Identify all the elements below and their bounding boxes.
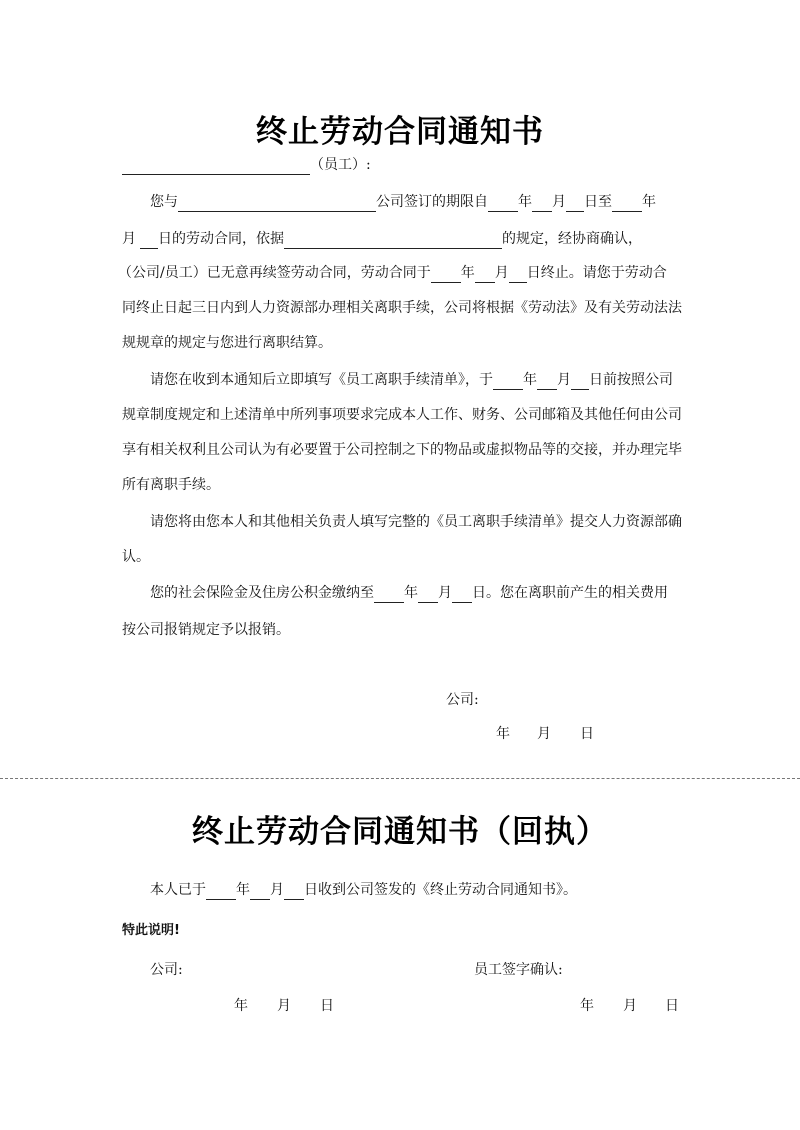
- p4-text: 年: [404, 585, 418, 601]
- p1-text: 公司签订的期限自: [376, 194, 488, 210]
- receipt-employee-date-month: 月: [623, 998, 637, 1014]
- p1-text: 月: [552, 194, 566, 210]
- receipt-company-date-month: 月: [277, 998, 291, 1014]
- receipt-company-date-day: 日: [320, 998, 334, 1014]
- receipt-text: 年: [236, 882, 250, 898]
- p1-text: 日的劳动合同，依据: [158, 231, 284, 247]
- handover-year-blank[interactable]: [493, 373, 523, 390]
- p3-line1: [0, 512, 800, 532]
- p1-text: 年: [460, 265, 475, 281]
- receipt-line: [0, 880, 800, 900]
- handover-day-blank[interactable]: [571, 373, 589, 390]
- p2-text: 请您在收到本通知后立即填写《员工离职手续清单》，于: [150, 372, 493, 388]
- start-day-blank[interactable]: [566, 195, 584, 212]
- p2-text: 享有相关权利且公司认为有必要置于公司控制之下的物品或虚拟物品等的交接，并办理完毕: [122, 442, 682, 458]
- end-day-blank[interactable]: [140, 232, 158, 249]
- notice-date-month: 月: [537, 726, 551, 742]
- p2-line2: [0, 405, 800, 425]
- termination-day-blank[interactable]: [509, 266, 527, 283]
- p1-line2: [0, 229, 800, 249]
- notice-title: 终止劳动合同通知书: [256, 114, 544, 150]
- p2-text: 月: [557, 372, 571, 388]
- p1-line3: [0, 263, 800, 283]
- p1-text: （公司/员工）已无意再续签劳动合同，劳动合同于: [118, 265, 431, 281]
- p3-line2: [0, 547, 800, 567]
- start-year-blank[interactable]: [488, 195, 518, 212]
- p1-text: 年: [642, 194, 656, 210]
- cut-line-divider: [0, 778, 800, 779]
- receipt-day-blank[interactable]: [284, 883, 304, 900]
- notice-date-day: 日: [580, 726, 594, 742]
- p1-text: 月: [122, 231, 136, 247]
- receipt-month-blank[interactable]: [250, 883, 270, 900]
- p1-text: 日至: [584, 194, 612, 210]
- p2-text: 所有离职手续。: [122, 477, 220, 493]
- p3-text: 认。: [122, 549, 150, 565]
- receipt-title: 终止劳动合同通知书（回执）: [192, 814, 608, 850]
- p4-line1: [0, 583, 800, 603]
- notice-company-label: 公司:: [446, 692, 479, 708]
- p1-text: 您与: [150, 194, 178, 210]
- receipt-company-date-year: 年: [234, 998, 248, 1014]
- end-year-blank[interactable]: [612, 195, 642, 212]
- p1-line4: [0, 298, 800, 318]
- p4-line2: [0, 620, 800, 640]
- p4-text: 日。您在离职前产生的相关费用: [472, 585, 668, 601]
- p3-text: 请您将由您本人和其他相关负责人填写完整的《员工离职手续清单》提交人力资源部确: [150, 514, 682, 530]
- employee-suffix: （员工）:: [310, 157, 371, 173]
- insurance-year-blank[interactable]: [374, 586, 404, 603]
- p2-text: 日前按照公司: [589, 372, 673, 388]
- p2-line4: [0, 475, 800, 495]
- p2-text: 规章制度规定和上述清单中所列事项要求完成本人工作、财务、公司邮箱及其他任何由公司: [122, 407, 682, 423]
- p4-text: 按公司报销规定予以报销。: [122, 622, 290, 638]
- termination-year-blank[interactable]: [431, 266, 461, 283]
- p4-text: 您的社会保险金及住房公积金缴纳至: [150, 585, 374, 601]
- receipt-text: 月: [270, 882, 284, 898]
- p2-line3: [0, 440, 800, 460]
- receipt-year-blank[interactable]: [206, 883, 236, 900]
- start-month-blank[interactable]: [532, 195, 552, 212]
- special-note: 特此说明!: [122, 923, 180, 938]
- p1-line1: [0, 192, 800, 212]
- employee-name-blank[interactable]: [122, 158, 310, 175]
- p1-text: 月: [494, 265, 509, 281]
- p1-text: 年: [518, 194, 532, 210]
- receipt-company-label: 公司:: [150, 962, 183, 978]
- p2-text: 年: [523, 372, 537, 388]
- p1-text: 的规定，经协商确认，: [502, 231, 642, 247]
- insurance-day-blank[interactable]: [452, 586, 472, 603]
- receipt-employee-date-year: 年: [580, 998, 594, 1014]
- termination-month-blank[interactable]: [475, 266, 495, 283]
- insurance-month-blank[interactable]: [418, 586, 438, 603]
- company-name-blank[interactable]: [178, 195, 376, 212]
- p2-line1: [0, 370, 800, 390]
- employee-sign-label: 员工签字确认:: [474, 962, 563, 978]
- receipt-employee-date-day: 日: [665, 998, 679, 1014]
- notice-date-year: 年: [496, 726, 510, 742]
- legal-basis-blank[interactable]: [284, 232, 502, 249]
- p1-text: 同终止日起三日内到人力资源部办理相关离职手续，公司将根据《劳动法》及有关劳动法法: [122, 300, 682, 316]
- p1-line5: [0, 333, 800, 353]
- p1-text: 规规章的规定与您进行离职结算。: [122, 335, 332, 351]
- handover-month-blank[interactable]: [537, 373, 557, 390]
- employee-name-line: [0, 155, 800, 175]
- p4-text: 月: [438, 585, 452, 601]
- receipt-text: 日收到公司签发的《终止劳动合同通知书》。: [304, 882, 577, 898]
- receipt-text: 本人已于: [150, 882, 206, 898]
- p1-text: 日终止。请您于劳动合: [526, 265, 667, 281]
